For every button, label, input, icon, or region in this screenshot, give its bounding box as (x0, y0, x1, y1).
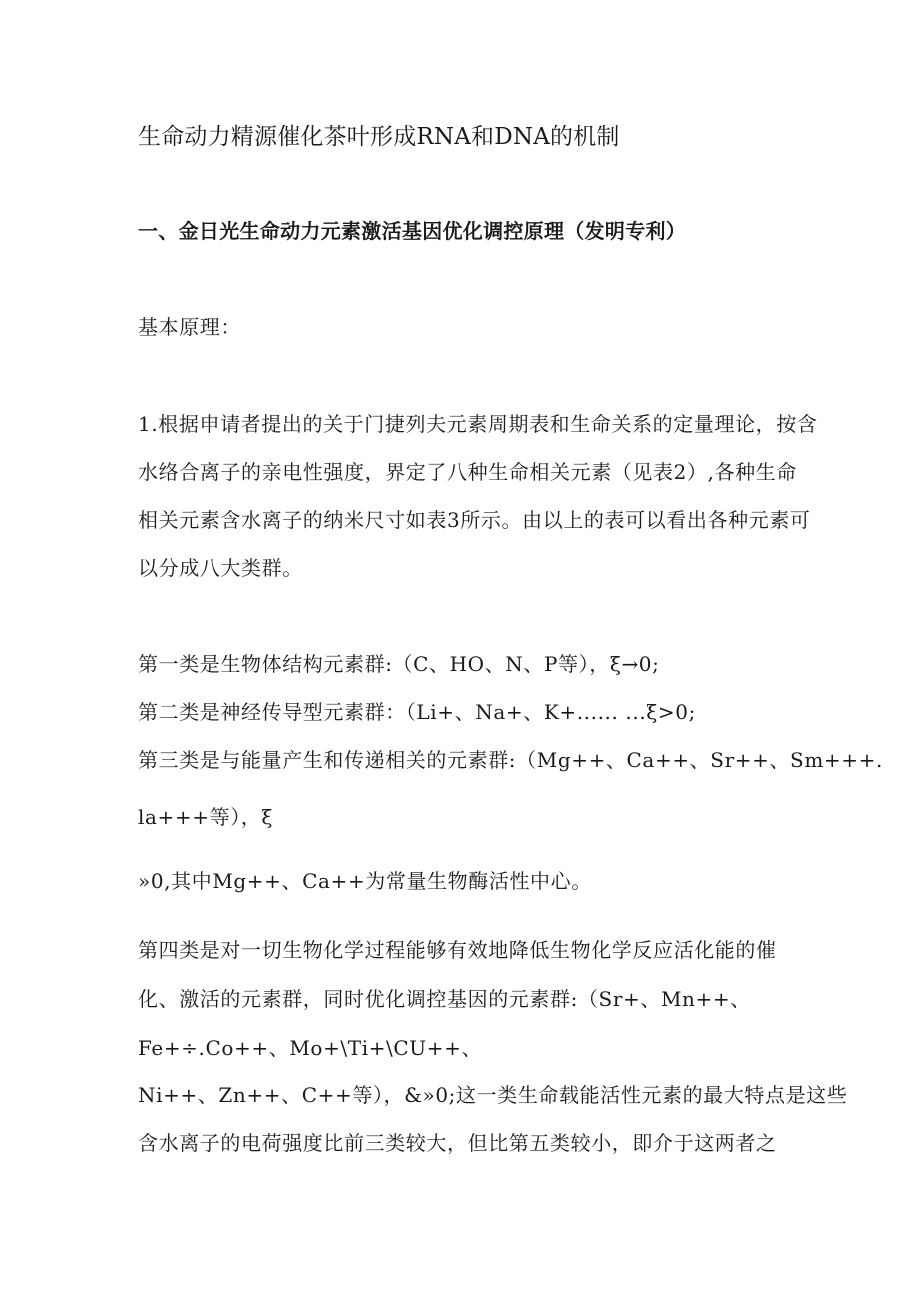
section-heading: 一、金日光生命动力元素激活基因优化调控原理（发明专利） (138, 219, 687, 243)
paragraph-1-line-1: 1.根据申请者提出的关于门捷列夫元素周期表和生命关系的定量理论，按含 (138, 412, 818, 436)
paragraph-1-line-4: 以分成八大类群。 (138, 556, 303, 580)
group-1-line: 第一类是生物体结构元素群:（C、HO、N、P等），ξ→0; (138, 652, 660, 676)
group-4-line-4: Ni++、Zn++、C++等），&»0;这一类生命载能活性元素的最大特点是这些 (138, 1083, 848, 1107)
basic-principle-label: 基本原理： (138, 315, 241, 339)
group-4-line-5: 含水离子的电荷强度比前三类较大，但比第五类较小，即介于这两者之 (138, 1131, 777, 1155)
paragraph-1-line-3: 相关元素含水离子的纳米尺寸如表3所示。由以上的表可以看出各种元素可 (138, 508, 811, 532)
group-2-line: 第二类是神经传导型元素群：（Li+、Na+、K+...... ...ξ>0; (138, 700, 696, 724)
group-3-line-1: 第三类是与能量产生和传递相关的元素群:（Mg++、Ca++、Sr++、Sm+++. (138, 748, 883, 772)
paragraph-1-line-2: 水络合离子的亲电性强度，界定了八种生命相关元素（见表2）,各种生命 (138, 460, 797, 484)
document-title: 生命动力精源催化茶叶形成RNA和DNA的机制 (138, 124, 620, 150)
group-4-line-3: Fe+÷.Co++、Mo+\Ti+\CU++、 (138, 1036, 483, 1060)
group-3-line-2: la+++等），ξ (138, 805, 274, 829)
group-3-line-3: »0,其中Mg++、Ca++为常量生物酶活性中心。 (138, 869, 592, 893)
group-4-line-1: 第四类是对一切生物化学过程能够有效地降低生物化学反应活化能的催 (138, 938, 777, 962)
group-4-line-2: 化、激活的元素群，同时优化调控基因的元素群:（Sr+、Mn++、 (138, 987, 751, 1011)
